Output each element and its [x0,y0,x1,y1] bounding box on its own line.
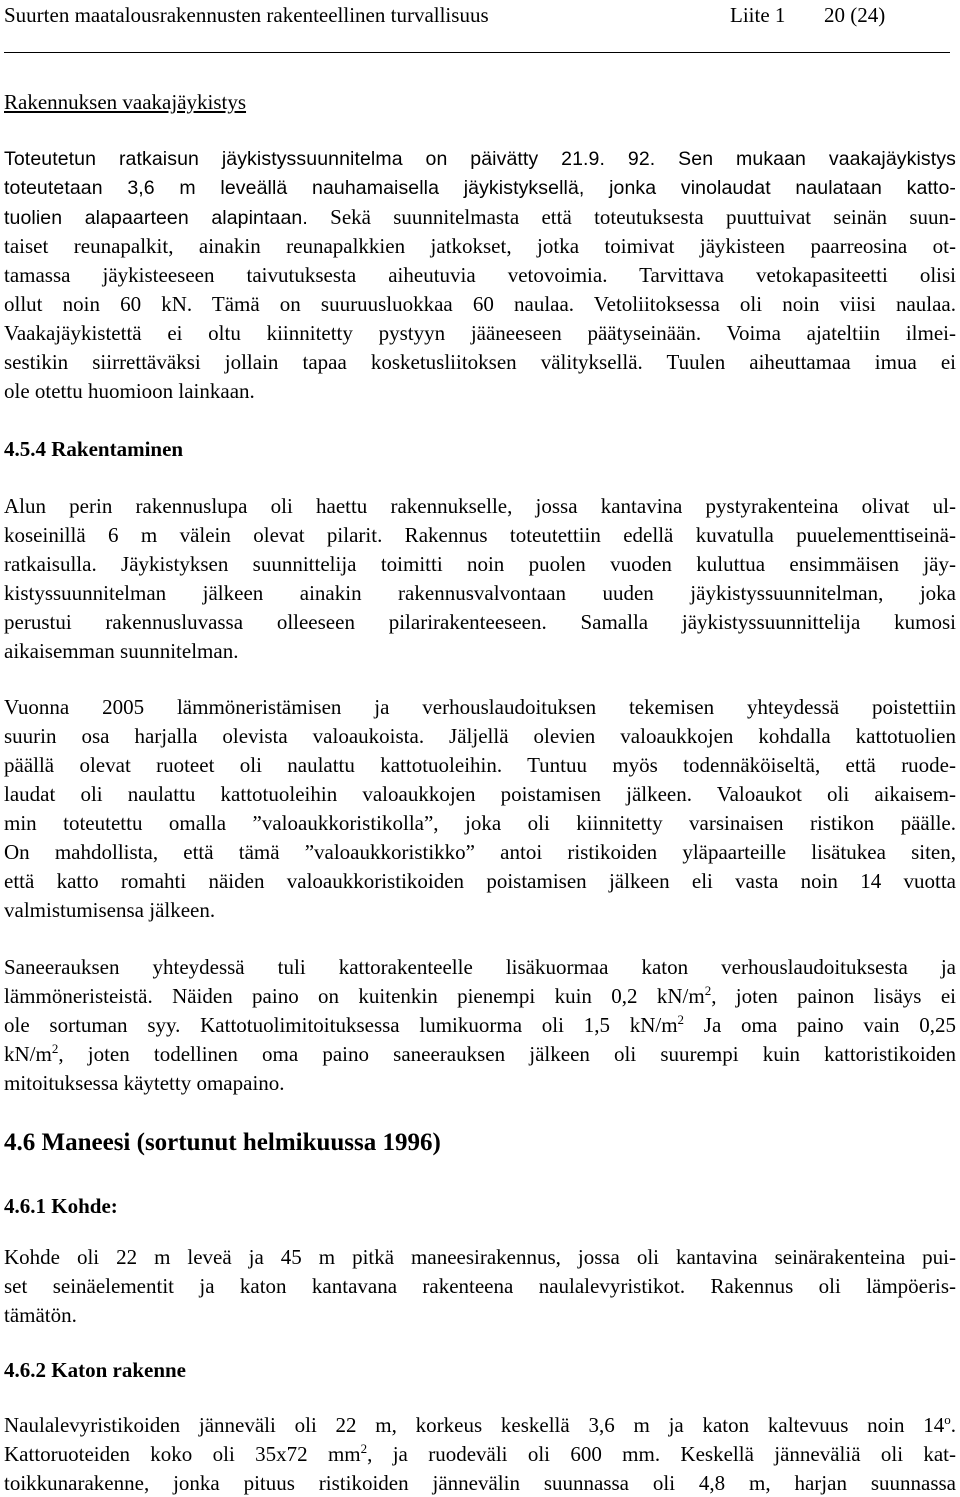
header-title: Suurten maatalousrakennusten rakenteellinen turvallisuus [4,3,489,27]
superscript: 2 [360,1441,368,1456]
paragraph-line: päällä olevat ruoteet oli naulattu kattotuoleihin. Tuntuu myös todennäköiseltä, että ruode- [4,753,956,777]
heading-4-6: 4.6 Maneesi (sortunut helmikuussa 1996) [4,1129,441,1156]
heading-4-6-1: 4.6.1 Kohde: [4,1194,118,1218]
paragraph-line: tämätön. [4,1303,77,1327]
section-title: Rakennuksen vaakajäykistys [4,90,247,114]
paragraph-line: toteutetaan 3,6 m leveällä nauhamaisella jäykistyksellä, jonka vinolaudat naulataan katto- [4,177,956,199]
paragraph-line: toikkunarakenne, jonka pituus ristikoiden jännevälin suunnassa oli 4,8 m, harjan suunnassa [4,1471,956,1495]
text-run: , joten todellinen oma paino saneerauksen jälkeen oli suurempi kuin kattoristikoiden [58,1042,956,1066]
paragraph-line: aikaisemman suunnitelman. [4,639,239,663]
paragraph-line: Alun perin rakennuslupa oli haettu rakennukselle, jossa kantavina pystyrakenteina olivat ul- [4,494,956,518]
paragraph-line: ratkaisulla. Jäykistyksen suunnittelija toimitti noin puolen vuoden kuluttua ensimmäisen jäy- [4,552,956,576]
text-run: lämmöneristeistä. Näiden paino on kuitenkin pienempi kuin 0,2 kN/m [4,984,705,1008]
paragraph-line [4,1441,956,1467]
heading-4-6-2: 4.6.2 Katon rakenne [4,1358,187,1382]
text-run: Kattoruoteiden koko oli 35x72 mm [4,1442,361,1466]
paragraph-line: set seinäelementit ja katon kantavana rakenteena naulalevyristikot. Rakennus oli lämpöeris- [4,1274,956,1298]
paragraph-line: Saneerauksen yhteydessä tuli kattorakenteelle lisäkuormaa katon verhouslaudoituksesta ja [4,955,956,979]
paragraph-line-serif: Sekä suunnitelmasta että toteutuksesta puuttuivat seinän suun- [330,205,956,229]
paragraph-line: mitoituksessa käytetty omapaino. [4,1071,285,1095]
paragraph-line-sans: tuolien alapaarteen alapintaan. [4,207,308,229]
header-appendix: Liite 1 [730,3,786,27]
paragraph-line: Vaakajäykistettä ei oltu kiinnitetty pystyyn jääneeseen päätyseinään. Voima ajateltiin ilmei- [4,321,956,345]
paragraph-line [4,983,956,1009]
paragraph-line [4,1041,956,1067]
paragraph-line: laudat oli naulattu kattotuoleihin valoaukkojen poistamisen jälkeen. Valoaukot oli aikaisem- [4,782,956,806]
text-run: . [950,1413,956,1437]
paragraph-line: taiset reunapalkit, ainakin reunapalkkien jatkokset, jotka toimivat jäykisteen paarreosina ot- [4,234,956,258]
superscript: 2 [677,1012,685,1027]
heading-4-5-4: 4.5.4 Rakentaminen [4,437,184,461]
paragraph-line: ole otettu huomioon lainkaan. [4,379,255,403]
paragraph-line: valmistumisensa jälkeen. [4,898,216,922]
paragraph-line: On mahdollista, että tämä ”valoaukkoristikko” antoi ristikoiden yläpaarteille lisätukea siten, [4,840,956,864]
paragraph-line [4,204,956,231]
text-run: Naulalevyristikoiden jänneväli oli 22 m, korkeus keskellä 3,6 m ja katon kaltevuus noin 14 [4,1413,945,1437]
text-run: kN/m [4,1042,52,1066]
paragraph-line: että katto romahti näiden valoaukkoristikoiden poistamisen jälkeen eli vasta noin 14 vuotta [4,869,956,893]
header-page-number: 20 (24) [824,3,886,27]
paragraph-line: koseinillä 6 m välein olevat pilarit. Rakennus toteutettiin edellä kuvatulla puuelementtiseinä- [4,523,956,547]
text-run: , ja ruodeväli oli 600 mm. Keskellä jänneväliä oli kat- [367,1442,956,1466]
text-run: ole sortuman syy. Kattotuolimitoituksessa lumikuorma oli 1,5 kN/m [4,1013,678,1037]
paragraph-line: min toteutettu omalla ”valoaukkoristikolla”, joka oli kiinnitetty varsinaisen ristikon päälle. [4,811,956,835]
paragraph-line: tamassa jäykisteeseen taivutuksesta aiheutuvia vetovoimia. Tarvittava vetokapasiteetti olisi [4,263,956,287]
paragraph-line: perustui rakennusluvassa olleeseen pilarirakenteeseen. Samalla jäykistyssuunnittelija kumosi [4,610,956,634]
superscript: 2 [51,1041,59,1056]
paragraph-line: suurin osa harjalla olevista valoaukoista. Jäljellä olevien valoaukkojen kohdalla kattotuolien [4,724,956,748]
paragraph-line [4,1012,956,1038]
paragraph-line [4,1412,956,1438]
paragraph-line: ollut noin 60 kN. Tämä on suuruusluokkaa 60 naulaa. Vetoliitoksessa oli noin viisi naulaa. [4,292,956,316]
text-run: Ja oma paino vain 0,25 [684,1013,956,1037]
paragraph-line: sestikin siirrettäväksi jollain tapaa kosketusliitoksen välityksellä. Tuulen aiheuttamaa imua ei [4,350,956,374]
paragraph-line: Toteutetun ratkaisun jäykistyssuunnitelma on päivätty 21.9. 92. Sen mukaan vaakajäykistys [4,148,956,170]
page-header [4,0,956,30]
superscript: o [944,1412,951,1427]
paragraph-line: Kohde oli 22 m leveä ja 45 m pitkä maneesirakennus, jossa oli kantavina seinärakenteina pui- [4,1245,956,1269]
superscript: 2 [704,983,712,998]
header-rule [4,52,950,53]
paragraph-line: kistyssuunnitelman jälkeen ainakin rakennusvalvontaan uuden jäykistyssuunnitelman, joka [4,581,956,605]
paragraph-line: Vuonna 2005 lämmöneristämisen ja verhouslaudoituksen tekemisen yhteydessä poistettiin [4,695,956,719]
text-run: , joten painon lisäys ei [711,984,956,1008]
